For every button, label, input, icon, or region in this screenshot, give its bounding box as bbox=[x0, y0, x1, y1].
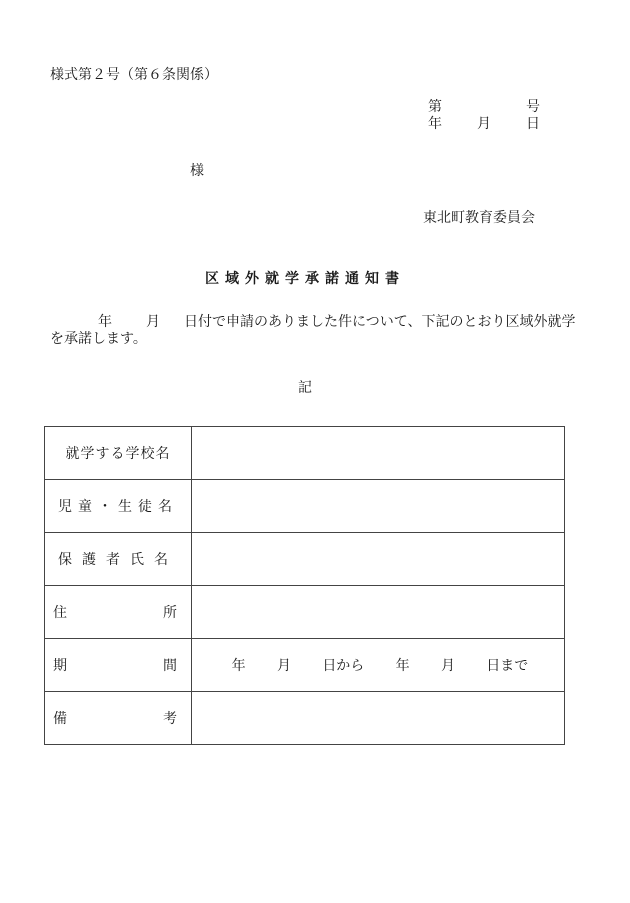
page-title: 区域外就学承諾通知書 bbox=[205, 271, 405, 287]
table-row bbox=[45, 586, 565, 639]
doc-no-prefix: 第 bbox=[428, 99, 442, 115]
period-from-month: 月 bbox=[276, 658, 291, 674]
school-name-field[interactable] bbox=[192, 427, 565, 480]
period-from-year: 年 bbox=[231, 658, 246, 674]
guardian-name-label: 保護者氏名 bbox=[45, 533, 192, 586]
document-date bbox=[428, 113, 540, 133]
form-table bbox=[44, 426, 565, 745]
student-name-field[interactable] bbox=[192, 480, 565, 533]
body-year: 年 bbox=[98, 314, 112, 330]
period-field[interactable] bbox=[192, 639, 565, 692]
body-month: 月 bbox=[146, 314, 160, 330]
school-name-label: 就学する学校名 bbox=[45, 427, 192, 480]
table-row bbox=[45, 692, 565, 745]
period-to-year: 年 bbox=[395, 658, 410, 674]
period-to-day: 日まで bbox=[486, 658, 529, 674]
guardian-name-field[interactable] bbox=[192, 533, 565, 586]
table-row bbox=[45, 533, 565, 586]
date-day: 日 bbox=[526, 116, 540, 132]
address-field[interactable] bbox=[192, 586, 565, 639]
period-to-month: 月 bbox=[440, 658, 455, 674]
table-row bbox=[45, 480, 565, 533]
remarks-field[interactable] bbox=[192, 692, 565, 745]
remarks-label: 備 考 bbox=[45, 692, 192, 745]
student-name-label: 児童・生徒名 bbox=[45, 480, 192, 533]
date-year: 年 bbox=[428, 116, 442, 132]
table-row bbox=[45, 639, 565, 692]
addressee-suffix: 様 bbox=[190, 163, 204, 179]
address-label: 住 所 bbox=[45, 586, 192, 639]
body-text: 日付で申請のありました件について、下記のとおり区域外就学を承諾します。 bbox=[50, 314, 576, 347]
doc-no-suffix: 号 bbox=[526, 99, 540, 115]
date-month: 月 bbox=[477, 116, 491, 132]
body-paragraph bbox=[50, 314, 580, 348]
table-row bbox=[45, 427, 565, 480]
form-number: 様式第２号（第６条関係） bbox=[50, 67, 218, 83]
ki-heading: 記 bbox=[298, 380, 312, 396]
period-from-day: 日から bbox=[322, 658, 365, 674]
period-label: 期 間 bbox=[45, 639, 192, 692]
issuer: 東北町教育委員会 bbox=[423, 210, 535, 226]
